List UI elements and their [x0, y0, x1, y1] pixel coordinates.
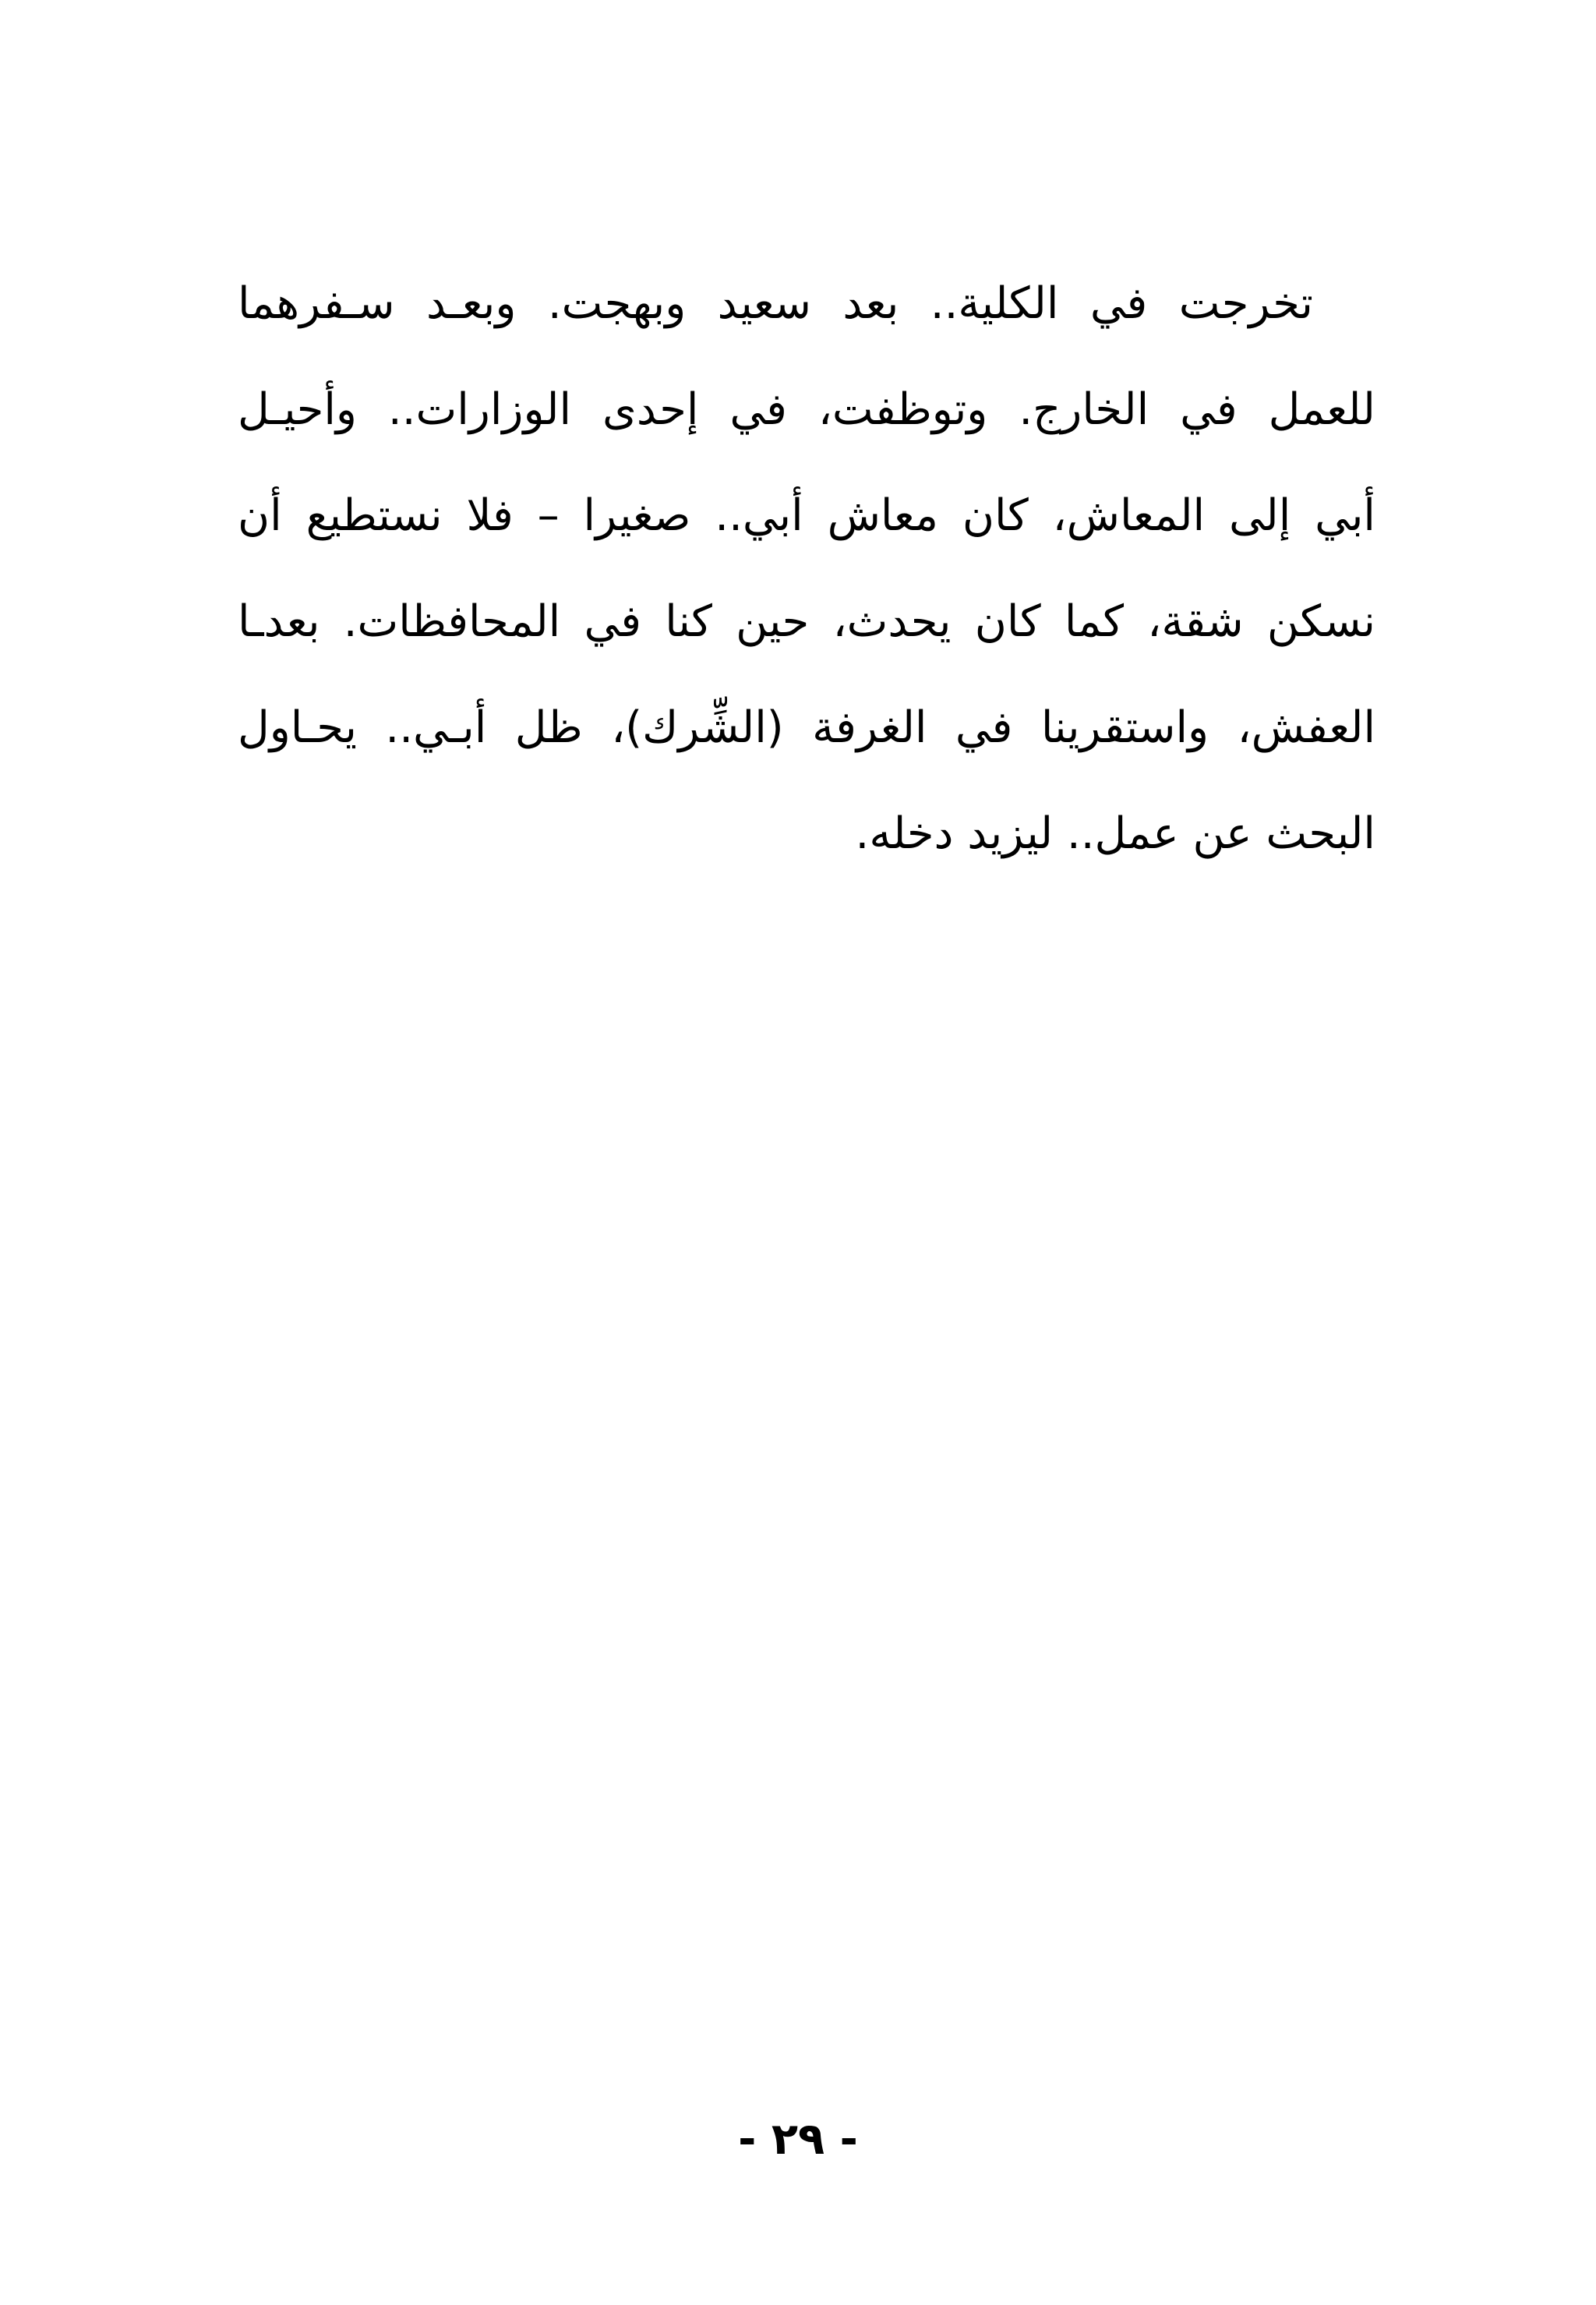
- paragraph-line-4: نسكن شقة، كما كان يحدث، حين كنا في المحافظات. بعدـا: [238, 596, 1375, 647]
- paragraph-line-6: البحث عن عمل.. ليزيد دخله.: [855, 808, 1375, 859]
- paragraph-line-5: العفش، واستقرينا في الغرفة (الشِّرك)، ظل أبـي.. يحـاول: [238, 702, 1375, 753]
- paragraph-line-3: أبي إلى المعاش، كان معاش أبي.. صغيرا – فلا نستطيع أن: [238, 490, 1375, 541]
- paragraph-line-1: تخرجت في الكلية.. بعد سعيد وبهجت. وبعـد سـفرهما: [238, 278, 1313, 329]
- paragraph: [238, 251, 1375, 887]
- paragraph-line-2: للعمل في الخارج. وتوظفت، في إحدى الوزارات.. وأحيـل: [238, 384, 1375, 435]
- page-number: - ٢٩ -: [738, 2114, 858, 2165]
